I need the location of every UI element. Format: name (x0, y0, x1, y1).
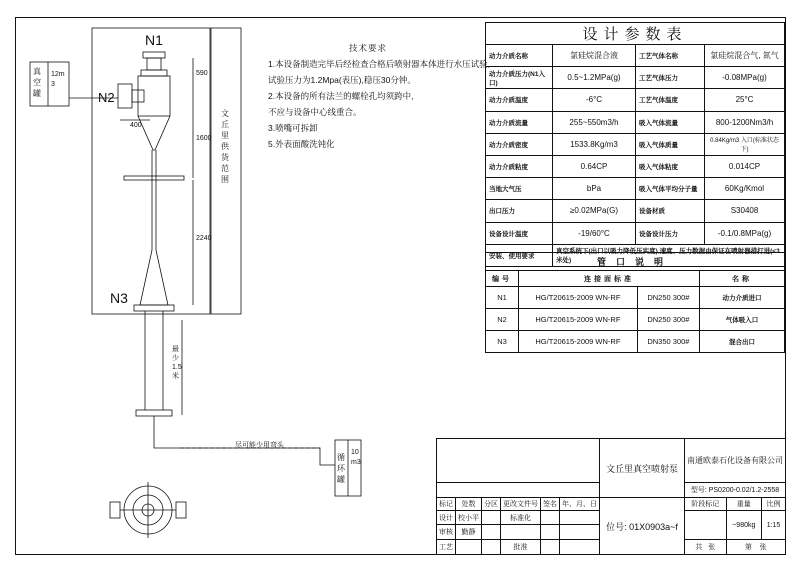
param-key: 动力介质粘度 (486, 155, 553, 177)
title-block (436, 438, 786, 555)
grid-label: 年、月、日 (560, 498, 600, 511)
param-key: 设备设计压力 (636, 222, 705, 244)
param-value: -19/60°C (553, 222, 636, 244)
install-note-value: 真空系统下(出口以吸力降低压实度),速度、压力数据由保证在喷射器措打进(<3米处) (553, 244, 785, 266)
role-cell: 批准 (501, 540, 541, 555)
nozzle-size: DN250 300# (637, 309, 699, 331)
sheet-number: 第 (744, 544, 752, 552)
weight-value: ~980kg (726, 511, 761, 540)
design-parameter-table (485, 22, 785, 267)
dim-2240: 2240 (196, 235, 212, 242)
param-value: 1533.8Kg/m3 (553, 133, 636, 155)
nozzle-name: 气体吸入口 (700, 309, 785, 331)
param-value: 0.84Kg/m3 入口(标准状态下) (705, 133, 785, 155)
role-cell: 校小平 (456, 511, 482, 524)
supply-scope-label: 文丘里供货范围 (221, 109, 229, 184)
requirement-line: 1.本设备制造完毕后经检查合格后喷射器本体进行水压试验, (268, 59, 490, 69)
grid-label: 签名 (541, 498, 560, 511)
param-key: 设备设计温度 (486, 222, 553, 244)
param-key: 吸入气体平均分子量 (636, 178, 705, 200)
param-key: 动力介质密度 (486, 133, 553, 155)
param-value: S30408 (705, 200, 785, 222)
role-cell: 勤静 (456, 524, 482, 540)
vacuum-tank-volume: 12m3 (51, 71, 65, 88)
dim-590: 590 (196, 70, 208, 77)
param-value: ≥0.02MPa(G) (553, 200, 636, 222)
requirement-line: 2.本设备的所有法兰的螺栓孔均须跨中, (268, 91, 414, 101)
param-key: 吸入气体流量 (636, 111, 705, 133)
grid-label: 标记 (437, 498, 456, 511)
param-key: 出口压力 (486, 200, 553, 222)
param-value: 800-1200Nm3/h (705, 111, 785, 133)
param-key: 吸入气体粘度 (636, 155, 705, 177)
requirement-line: 不应与设备中心线重合。 (268, 107, 362, 117)
requirements-title: 技术要求 (348, 43, 387, 53)
role-cell: 工艺 (437, 540, 456, 555)
position-number: 位号: 01X0903a~f (600, 498, 685, 555)
param-value: -0.08MPa(g) (705, 67, 785, 89)
nozzle-table (485, 252, 785, 353)
param-key: 动力介质流量 (486, 111, 553, 133)
nozzle-id: N3 (486, 331, 519, 353)
role-cell: 设计 (437, 511, 456, 524)
nozzle-table-title: 管口说明 (486, 253, 785, 271)
supply-scope-box (92, 28, 210, 314)
param-key: 工艺气体名称 (636, 45, 705, 67)
elbow-note: 尽可能少用弯头 (235, 442, 284, 449)
dim-1600: 1600 (196, 135, 212, 142)
param-key: 工艺气体压力 (636, 67, 705, 89)
label-n1: N1 (145, 32, 163, 48)
nozzle-header: 名称 (700, 271, 785, 287)
param-value: 0.014CP (705, 155, 785, 177)
role-cell: 审核 (437, 524, 456, 540)
param-value: 255~550m3/h (553, 111, 636, 133)
grid-label: 更改文件号 (501, 498, 541, 511)
param-value: 氯硅烷混合气, 氮气 (705, 45, 785, 67)
param-key: 动力介质温度 (486, 89, 553, 111)
param-value: -6°C (553, 89, 636, 111)
nozzle-header: 连接面标准 (519, 271, 700, 287)
nozzle-standard: HG/T20615-2009 WN-RF (519, 287, 638, 309)
scale-label: 比例 (762, 498, 786, 511)
technical-requirements (268, 40, 490, 152)
company-name: 南通欧泰石化设备有限公司 (685, 439, 786, 483)
param-key: 设备材质 (636, 200, 705, 222)
circulation-tank-label: 循环罐 (337, 453, 345, 484)
requirement-line: 试验压力为1.2Mpa(表压),稳压30分钟。 (268, 75, 416, 85)
param-value: 氯硅烷混合液 (553, 45, 636, 67)
sheet-unit: 张 (708, 544, 716, 552)
sheet-total: 共 (695, 544, 703, 552)
product-name: 文丘里真空喷射泵 (600, 439, 685, 498)
nozzle-header: 编号 (486, 271, 519, 287)
param-value: 60Kg/Kmol (705, 178, 785, 200)
nozzle-id: N1 (486, 287, 519, 309)
nozzle-name: 动力介质进口 (700, 287, 785, 309)
label-n3: N3 (110, 290, 128, 306)
model-number: 型号: PS0200-0.02/1.2-2558 (685, 482, 786, 498)
dim-400: 400 (130, 122, 142, 129)
label-n2: N2 (98, 90, 115, 105)
sheet-unit-2: 张 (759, 544, 767, 552)
requirement-line: 5.外表面酸洗钝化 (268, 139, 335, 149)
param-value: 25°C (705, 89, 785, 111)
install-note-label: 安装、使用要求 (486, 244, 553, 266)
dim-min-height: 最少1.5米 (172, 346, 182, 380)
vacuum-tank-label: 真空罐 (33, 67, 41, 98)
grid-label: 分区 (482, 498, 501, 511)
param-key: 吸入气体质量 (636, 133, 705, 155)
requirement-line: 3.喷嘴可拆卸 (268, 123, 318, 133)
nozzle-size: DN350 300# (637, 331, 699, 353)
nozzle-standard: HG/T20615-2009 WN-RF (519, 331, 638, 353)
nozzle-id: N2 (486, 309, 519, 331)
weight-label: 重量 (726, 498, 761, 511)
param-value: 0.64CP (553, 155, 636, 177)
param-value: 0.5~1.2MPa(g) (553, 67, 636, 89)
param-value: bPa (553, 178, 636, 200)
stage-label: 阶段标记 (685, 498, 727, 511)
grid-label: 处数 (456, 498, 482, 511)
role-cell: 标准化 (501, 511, 541, 524)
scale-value: 1:15 (762, 511, 786, 540)
nozzle-name: 混合出口 (700, 331, 785, 353)
circulation-tank-volume: 10m3 (351, 449, 361, 466)
nozzle-standard: HG/T20615-2009 WN-RF (519, 309, 638, 331)
design-table-title: 设计参数表 (486, 23, 785, 45)
param-key: 当地大气压 (486, 178, 553, 200)
param-key: 工艺气体温度 (636, 89, 705, 111)
nozzle-size: DN250 300# (637, 287, 699, 309)
param-value: -0.1/0.8MPa(g) (705, 222, 785, 244)
param-key: 动力介质压力(N1入口) (486, 67, 553, 89)
param-key: 动力介质名称 (486, 45, 553, 67)
